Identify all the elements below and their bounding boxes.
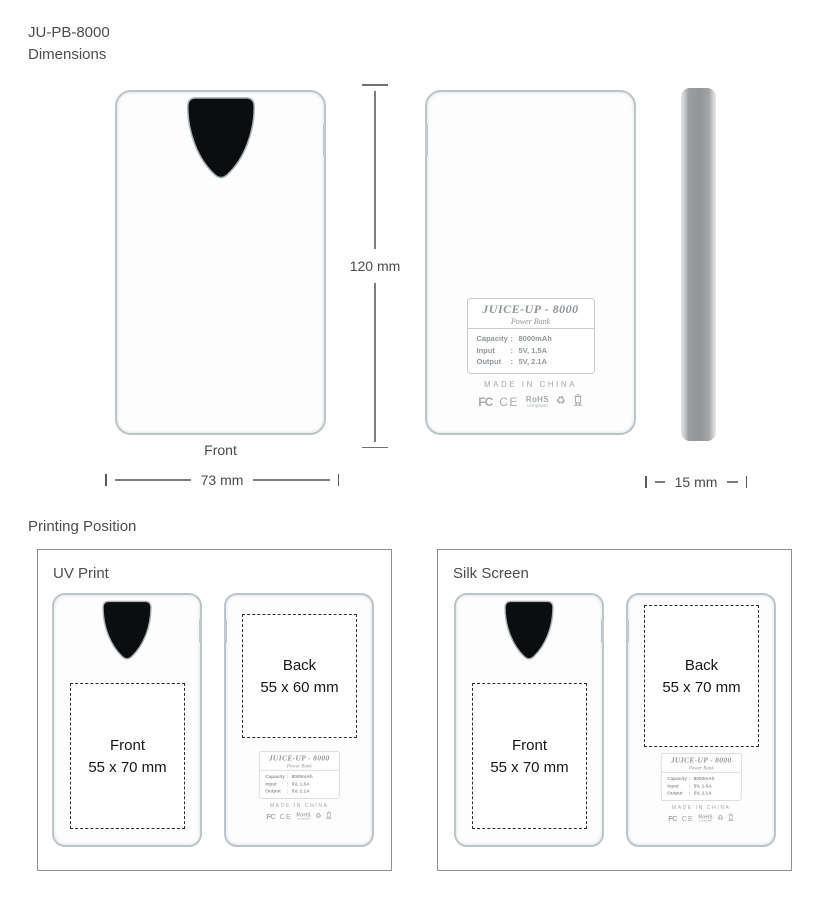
back-label-slot [257,751,341,822]
rohs-text: RoHS [525,394,549,404]
recycle-icon: ♻ [717,814,724,822]
spec-value: 5V, 2.1A [291,788,310,794]
product-type: Power Bank [510,317,551,326]
spec-row-output [265,788,333,795]
power-button [199,619,202,643]
spec-label-header [260,752,339,771]
black-lens [100,600,154,662]
spec-row-input [477,345,585,357]
spec-row-capacity [667,775,735,782]
print-area-size: 55 x 70 mm [88,758,167,776]
print-area-size: 55 x 60 mm [260,678,339,696]
spec-label [661,753,742,801]
certification-marks [464,393,598,411]
rohs-compliant-text: compliant [296,816,311,821]
silk-back-print-area [644,605,759,747]
spec-value: 5V, 1.5A [693,783,712,789]
rohs-mark-icon [698,815,712,823]
front-caption: Front [204,442,237,458]
black-lens [502,600,556,662]
uv-back-view [224,593,374,847]
silk-screen-panel [437,549,792,871]
weee-bin-icon [573,393,583,411]
print-area-size: 55 x 70 mm [662,678,741,696]
product-name: JUICE-UP - 8000 [268,753,330,763]
back-label-slot [659,753,743,824]
print-area-label: Front [511,736,547,754]
spec-value: 8000mAh [291,773,313,780]
made-in-china-text: MADE IN CHINA [269,802,329,809]
spec-name: Input [667,783,679,789]
ce-mark-icon: CE [681,814,694,823]
spec-name: Capacity [667,775,687,782]
dimension-line [253,479,329,481]
product-name: JUICE-UP - 8000 [482,302,579,316]
spec-separator: : [510,334,513,343]
dimension-end-bar [645,476,647,488]
back-view [425,90,636,435]
front-view [115,90,326,435]
spec-name: Output [667,790,683,796]
rohs-compliant-text: compliant [526,402,548,408]
spec-table [260,771,339,799]
spec-row-input [265,780,333,787]
certification-marks [257,811,341,822]
uv-front-print-area [70,683,185,829]
spec-label [259,751,340,799]
product-name: JUICE-UP - 8000 [670,755,732,765]
spec-row-capacity [477,333,585,345]
recycle-icon: ♻ [315,812,322,820]
spec-name: Capacity [265,773,285,780]
spec-label-header [468,299,594,329]
model-number: JU-PB-8000 [28,24,110,41]
spec-label-assembly [464,298,598,411]
print-area-label: Back [282,656,317,674]
power-button [323,124,326,156]
power-button [601,619,604,643]
depth-dimension [645,470,747,494]
rohs-mark-icon [296,813,310,821]
spec-separator: : [510,345,513,355]
weee-bin-icon [728,813,734,824]
certification-marks [659,813,743,824]
back-label-slot [464,298,598,411]
dimension-tick-top [362,84,388,86]
spec-label-assembly [659,753,743,824]
print-area-size: 55 x 70 mm [490,758,569,776]
dimension-line [727,481,737,483]
uv-front-view [52,593,202,847]
print-area-label: Back [684,656,719,674]
spec-value: 5V, 2.1A [693,790,712,796]
spec-separator: : [510,357,513,367]
power-button-back [224,619,227,643]
spec-value: 5V, 1.5A [518,345,547,355]
spec-row-input [667,782,735,789]
spec-label-header [662,754,741,773]
print-area-label: Front [109,736,145,754]
silk-front-view [454,593,604,847]
spec-separator: : [688,790,691,796]
dimension-line [655,481,665,483]
silk-front-print-area [472,683,587,829]
spec-separator: : [688,775,691,782]
rohs-compliant-text: compliant [698,818,713,823]
height-dimension [347,84,403,448]
section-title-dimensions: Dimensions [28,45,107,63]
spec-name: Input [265,781,277,787]
spec-label-assembly [257,751,341,822]
product-type: Power Bank [286,762,312,769]
dimension-end-bar [105,474,107,486]
spec-separator: : [286,773,289,780]
black-lens [184,96,258,182]
spec-table [468,329,594,373]
dimension-end-bar [338,474,340,486]
spec-separator: : [286,788,289,794]
dimension-line [374,283,376,442]
uv-print-panel [37,549,392,871]
silk-screen-title: Silk Screen [453,565,529,582]
spec-row-output [477,356,585,368]
height-value: 120 mm [349,258,401,274]
spec-name: Input [476,345,495,355]
silk-back-view [626,593,776,847]
spec-value: 5V, 2.1A [518,357,547,367]
page-title [28,22,110,66]
side-view [681,88,716,441]
ce-mark-icon: CE [499,394,519,409]
power-button-back [626,619,629,643]
dimension-end-bar [746,476,748,488]
spec-value: 8000mAh [518,334,552,343]
rohs-text: RoHS [296,811,311,818]
power-button-back [425,124,428,156]
ce-mark-icon: CE [279,812,292,821]
uv-print-title: UV Print [53,565,109,582]
spec-name: Capacity [476,334,508,343]
spec-name: Output [476,357,502,367]
spec-value: 8000mAh [693,775,715,782]
made-in-china-text: MADE IN CHINA [484,379,577,389]
dimension-line [115,479,191,481]
uv-back-print-area [242,614,357,738]
product-type: Power Bank [688,764,714,771]
spec-row-capacity [265,773,333,780]
depth-value: 15 mm [674,474,718,490]
fcc-mark-icon: FC [266,812,276,821]
spec-table [662,773,741,801]
spec-label [467,298,595,374]
spec-value: 5V, 1.5A [291,781,310,787]
spec-name: Output [265,788,281,794]
dimension-line [374,91,376,250]
dimension-tick-bottom [362,447,388,449]
made-in-china-text: MADE IN CHINA [671,804,731,811]
rohs-mark-icon [526,396,549,409]
fcc-mark-icon: FC [478,394,493,409]
weee-bin-icon [326,811,332,822]
spec-separator: : [286,781,289,787]
fcc-mark-icon: FC [668,814,678,823]
recycle-icon: ♻ [555,395,566,408]
width-value: 73 mm [200,472,244,488]
rohs-text: RoHS [698,813,713,820]
spec-separator: : [688,783,691,789]
spec-row-output [667,790,735,797]
width-dimension [105,468,339,492]
section-title-printing: Printing Position [28,518,137,535]
